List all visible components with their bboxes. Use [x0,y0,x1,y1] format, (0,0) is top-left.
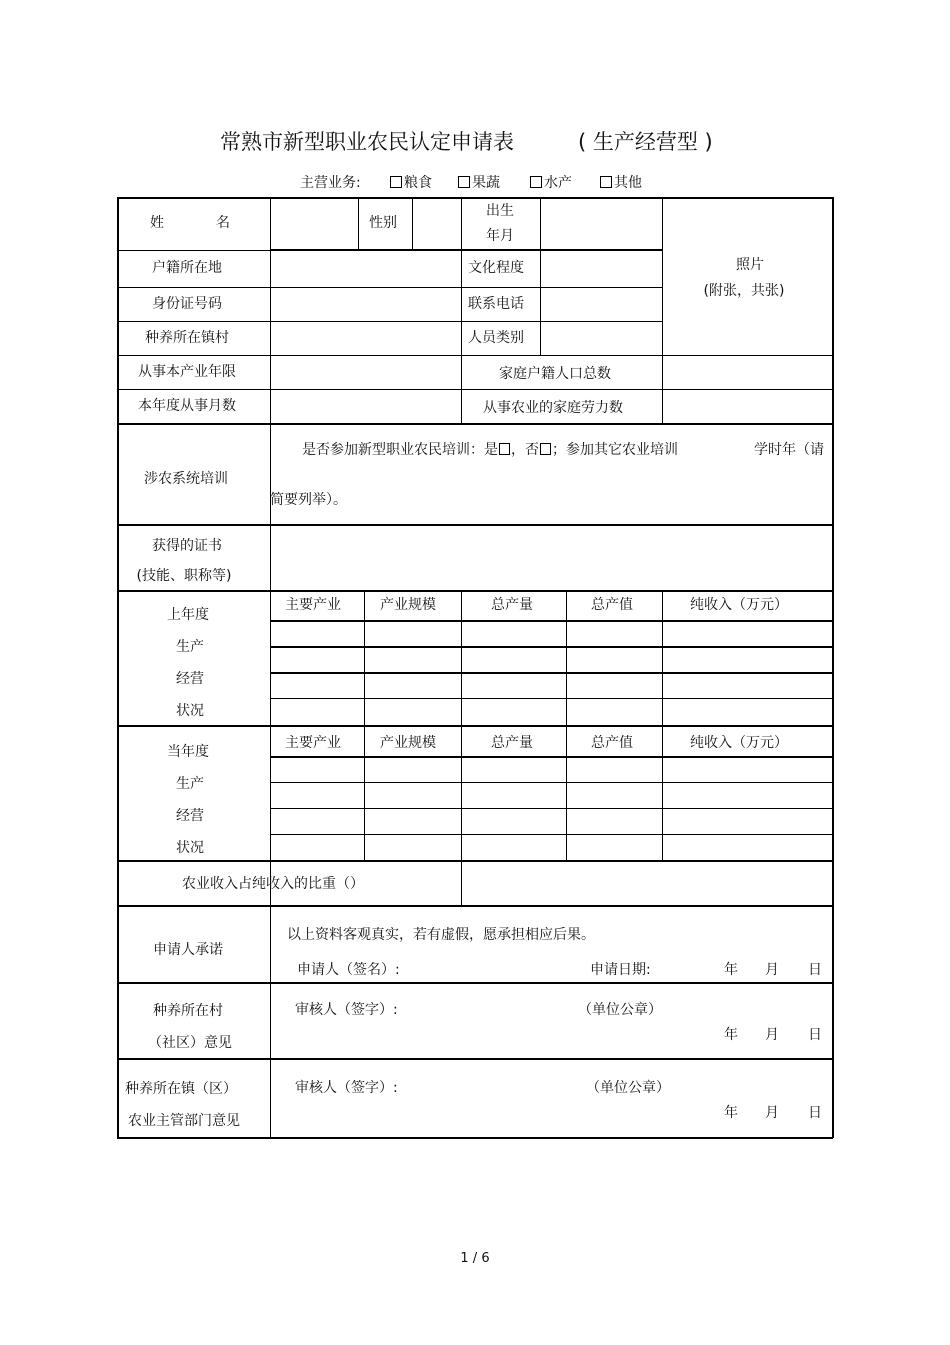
pledge-month: 月 [765,962,779,978]
label-phone: 联系电话 [468,296,524,312]
gender-field[interactable] [413,199,460,249]
family-pop-field[interactable] [663,356,831,389]
business-option-aquatic[interactable]: 水产 [530,176,572,190]
label-family-labor: 从事农业的家庭劳力数 [483,400,623,416]
col-output-2: 总产量 [491,735,533,751]
col-output: 总产量 [491,597,533,613]
label-education: 文化程度 [468,260,524,276]
col-value: 总产值 [591,597,633,613]
checkbox-icon [530,176,542,188]
form-type: ( 生产经营型 ) [578,130,713,154]
town-reviewer[interactable]: 审核人（签字）: [295,1080,398,1096]
id-number-field[interactable] [271,288,460,321]
pledge-year: 年 [724,962,738,978]
col-income-2: 纯收入（万元） [690,735,788,751]
label-training: 涉农系统培训 [144,471,228,487]
label-name: 姓 名 [150,215,230,231]
label-category: 人员类别 [468,330,524,346]
page-number: 1 / 6 [460,1251,490,1266]
months-field[interactable] [271,390,460,423]
last-year-label-3: 经营 [176,671,204,687]
village-year: 年 [724,1027,738,1043]
label-photo: 照片 [736,257,764,273]
business-label: 主营业务: [300,175,361,191]
last-year-table-body[interactable] [271,622,831,724]
checkbox-yes-icon[interactable] [499,443,510,455]
label-pledge: 申请人承诺 [153,942,223,958]
education-field[interactable] [541,251,661,287]
last-year-label-1: 上年度 [167,607,209,623]
label-photo-note: (附张，共张) [703,283,785,299]
label-village: 种养所在镇村 [145,330,229,346]
business-option-grain[interactable]: 粮食 [390,176,432,190]
village-reviewer[interactable]: 审核人（签字）: [295,1002,398,1018]
label-cert-note: (技能、职称等) [136,568,232,584]
col-scale: 产业规模 [380,597,436,613]
business-option-other[interactable]: 其他 [600,176,642,190]
training-list-note: 简要列举）。 [270,492,347,508]
col-main-industry: 主要产业 [285,597,341,613]
town-year: 年 [724,1105,738,1121]
label-ratio: 农业收入占纯收入的比重（） [182,876,364,892]
birth-field[interactable] [541,199,661,249]
pledge-text: 以上资料客观真实，若有虚假，愿承担相应后果。 [287,927,595,943]
this-year-label-4: 状况 [176,840,204,856]
label-village-opinion-1: 种养所在村 [153,1003,223,1019]
label-cert: 获得的证书 [152,538,222,554]
this-year-label-2: 生产 [176,776,204,792]
this-year-table-body[interactable] [271,758,831,860]
village-day: 日 [808,1027,822,1043]
household-field[interactable] [271,251,460,287]
town-seal: （单位公章） [586,1080,670,1096]
phone-field[interactable] [541,288,661,321]
this-year-label-3: 经营 [176,808,204,824]
this-year-label-1: 当年度 [167,744,209,760]
label-household: 户籍所在地 [152,260,222,276]
col-scale-2: 产业规模 [380,735,436,751]
village-seal: （单位公章） [578,1002,662,1018]
category-field[interactable] [541,322,661,355]
village-month: 月 [765,1027,779,1043]
training-hours: 学时年（请 [754,442,824,458]
label-gender: 性别 [369,215,397,231]
label-years: 从事本产业年限 [138,364,236,380]
label-town-opinion-1: 种养所在镇（区） [125,1081,237,1097]
label-birth-1: 出生 [486,203,514,219]
pledge-day: 日 [808,962,822,978]
name-field[interactable] [271,199,357,249]
col-value-2: 总产值 [591,735,633,751]
label-months: 本年度从事月数 [138,398,236,414]
training-question: 是否参加新型职业农民培训：是 ，否 ；参加其它农业培训 [302,442,678,458]
checkbox-no-icon[interactable] [540,443,551,455]
applicant-signature[interactable]: 申请人（签名）: [297,962,400,978]
ratio-field[interactable] [462,862,831,905]
business-option-fruit-veg[interactable]: 果蔬 [458,176,500,190]
years-field[interactable] [271,356,460,389]
last-year-label-4: 状况 [176,703,204,719]
photo-field[interactable] [663,199,831,355]
town-day: 日 [808,1105,822,1121]
label-id-number: 身份证号码 [152,296,222,312]
form-title: 常熟市新型职业农民认定申请表 [220,130,514,154]
label-town-opinion-2: 农业主管部门意见 [128,1113,240,1129]
village-field[interactable] [271,322,460,355]
checkbox-icon [458,176,470,188]
label-family-pop: 家庭户籍人口总数 [499,366,611,382]
label-village-opinion-2: （社区）意见 [148,1035,232,1051]
cert-field[interactable] [271,526,831,590]
col-main-industry-2: 主要产业 [285,735,341,751]
family-labor-field[interactable] [663,390,831,423]
town-month: 月 [765,1105,779,1121]
apply-date-label: 申请日期: [590,962,651,978]
last-year-label-2: 生产 [176,639,204,655]
label-birth-2: 年月 [486,228,514,244]
checkbox-icon [600,176,612,188]
checkbox-icon [390,176,402,188]
col-income: 纯收入（万元） [690,597,788,613]
